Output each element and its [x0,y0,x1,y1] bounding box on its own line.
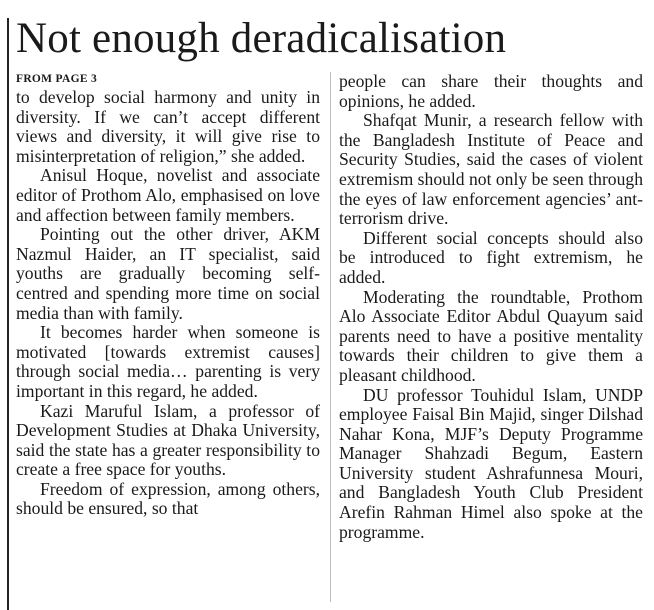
left-rule [7,18,9,610]
paragraph: Different social concepts should also be introduced to fight extremism, he added. [339,227,643,287]
article-column-right [339,72,643,542]
article-column-left [16,72,320,519]
paragraph: Pointing out the other driver, AKM Nazmul Haider, an IT specialist, said youths are gradually becoming self-centred and spending more time on social media than with family. [16,224,320,323]
headline: Not enough deradicalisation [16,15,507,62]
paragraph: Freedom of expression, among others, should be ensured, so that [16,478,320,519]
paragraph: Kazi Maruful Islam, a professor of Development Studies at Dhaka University, said the state has a greater responsibility to create a free space for youths. [16,400,320,480]
paragraph: people can share their thoughts and opinions, he added. [339,71,643,111]
paragraph: Shafqat Munir, a research fellow with the Bangladesh Institute of Peace and Security Studies, said the cases of violent extremism should not only be seen through the eyes of law enforcement agencies’ ant-terrorism drive. [339,110,643,229]
paragraph: It becomes harder when someone is motivated [towards extremist causes] through social media… parenting is very important in this regard, he added. [16,322,320,401]
paragraph: DU professor Touhidul Islam, UNDP employee Faisal Bin Majid, singer Dilshad Nahar Kona, MJF’s Deputy Programme Manager Shahzadi Begum, Eastern University student Ashrafunnesa Mouri, and Bangladesh Youth Club President Arefin Rahman Himel also spoke at the programme. [339,384,643,542]
paragraph: to develop social harmony and unity in diversity. If we can’t accept different views and diversity, it will give rise to misinterpretation of religion,” she added. [16,87,320,166]
column-divider [330,72,331,602]
kicker-from-page: FROM PAGE 3 [16,73,98,85]
paragraph: Anisul Hoque, novelist and associate editor of Prothom Alo, emphasised on love and affection between family members. [16,165,320,225]
paragraph: Moderating the roundtable, Prothom Alo Associate Editor Abdul Quayum said parents need to have a positive mentality towards their children to give them a pleasant childhood. [339,286,643,385]
